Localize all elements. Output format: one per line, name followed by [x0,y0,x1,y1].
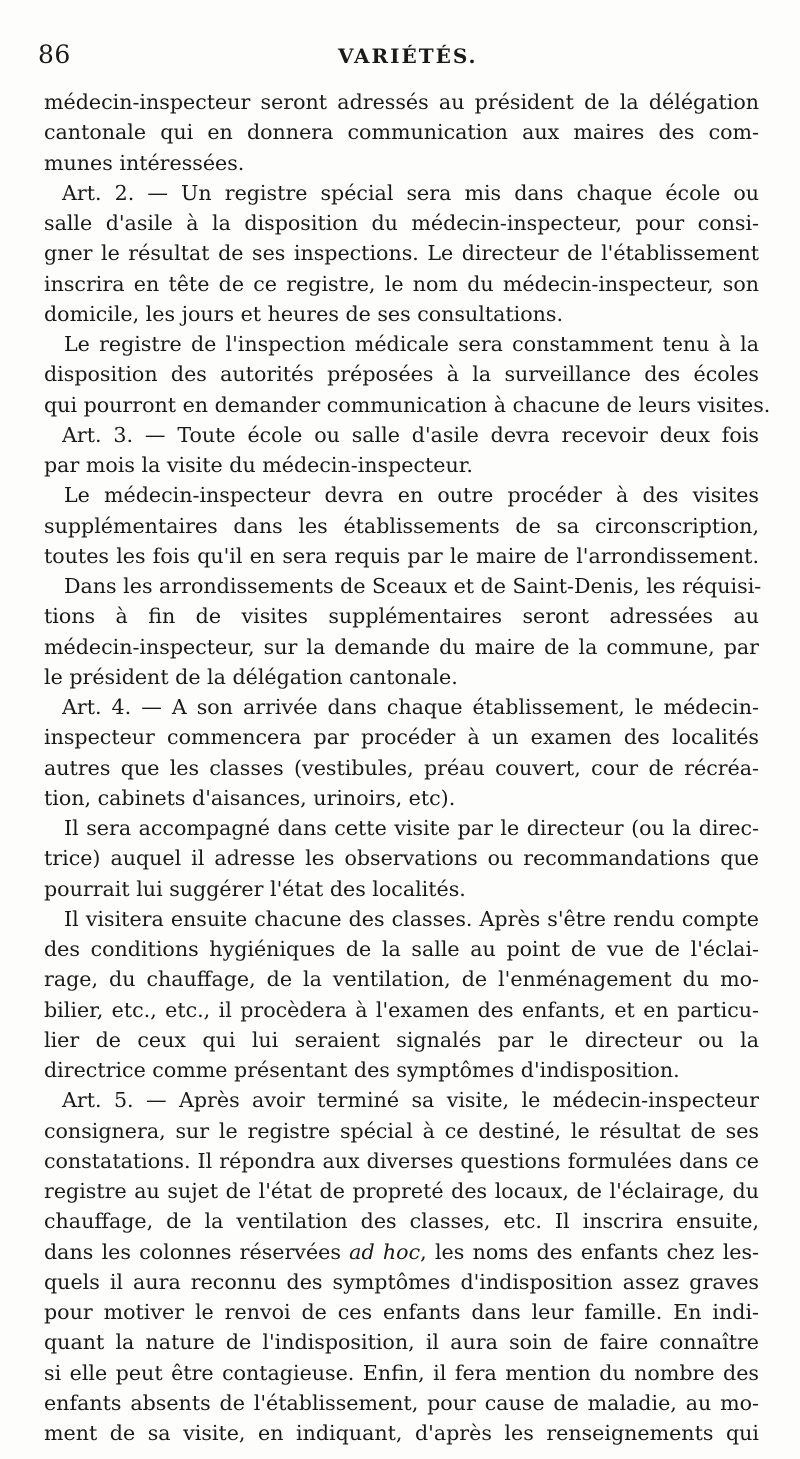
text-line: munes intéressées. [44,150,245,175]
text-line: Art. 4. — A son arrivée dans chaque établissement, le médecin- [62,695,759,719]
text-line: Le médecin-inspecteur devra en outre procéder à des visites [64,483,759,508]
text-line: lier de ceux qui lui seraient signalés par le directeur ou la [44,1027,759,1052]
italic-term: ad hoc [349,1239,421,1264]
text-line: Art. 5. — Après avoir terminé sa visite, le médecin-inspecteur [62,1088,759,1113]
text-line: trice) auquel il adresse les observations ou recommandations que [44,846,759,871]
text-line: dans les colonnes réservées ad hoc, les noms des enfants chez les- [44,1239,759,1264]
text-line: disposition des autorités préposées à la surveillance des écoles [44,362,759,387]
text-line: qui pourront en demander communication à chacune de leurs visites. [44,392,771,417]
text-line: Il visitera ensuite chacune des classes. Après s'être rendu compte [64,906,759,931]
text-line: quels il aura reconnu des symptômes d'indisposition assez graves [44,1269,759,1294]
text-line: pour motiver le renvoi de ces enfants dans leur famille. En indi- [44,1300,759,1324]
text-line: Art. 3. — Toute école ou salle d'asile devra recevoir deux fois [62,422,759,447]
text-line: Le registre de l'inspection médicale sera constamment tenu à la [64,332,759,356]
text-line: Il sera accompagné dans cette visite par le directeur (ou la direc- [64,816,759,840]
text-line: médecin-inspecteur, sur la demande du maire de la commune, par [44,634,759,659]
text-line: enfants absents de l'établissement, pour cause de maladie, au mo- [44,1390,759,1415]
text-line: inspecteur commencera par procéder à un examen des localités [44,725,759,750]
text-line: cantonale qui en donnera communication aux maires des com- [44,120,759,145]
text-line: salle d'asile à la disposition du médecin-inspecteur, pour consi- [44,211,759,235]
text-line: toutes les fois qu'il en sera requis par le maire de l'arrondissement. [44,543,759,568]
text-line: chauffage, de la ventilation des classes, etc. Il inscrira ensuite, [44,1209,759,1234]
text-line: autres que les classes (vestibules, préau couvert, cour de récréa- [44,755,759,780]
text-line: tions à fin de visites supplémentaires seront adressées au [44,604,759,629]
text-line: Dans les arrondissements de Sceaux et de Saint-Denis, les réquisi- [64,574,762,598]
page-number: 86 [38,40,71,69]
text-line: par mois la visite du médecin-inspecteur. [44,453,473,477]
running-title: VARIÉTÉS. [338,44,478,68]
text-line: si elle peut être contagieuse. Enfin, il fera mention du nombre des [44,1360,759,1385]
body-text [44,87,771,1448]
text-line: bilier, etc., etc., il procèdera à l'examen des enfants, et en particu- [44,997,759,1022]
text-line: supplémentaires dans les établissements de sa circonscription, [44,513,759,538]
text-line: Art. 2. — Un registre spécial sera mis dans chaque école ou [62,180,759,205]
text-line: ment de sa visite, en indiquant, d'après les renseignements qui [44,1421,759,1445]
text-line: gner le résultat de ses inspections. Le directeur de l'établissement [44,241,759,266]
text-line: directrice comme présentant des symptômes d'indisposition. [44,1058,680,1082]
text-line: le président de la délégation cantonale. [44,664,458,689]
text-line: médecin-inspecteur seront adressés au président de la délégation [44,90,759,114]
text-line: tion, cabinets d'aisances, urinoirs, etc). [44,785,456,810]
text-line: consignera, sur le registre spécial à ce destiné, le résultat de ses [44,1118,759,1143]
text-line: pourrait lui suggérer l'état des localités. [44,876,466,901]
text-line: registre au sujet de l'état de propreté des locaux, de l'éclairage, du [44,1179,759,1203]
text-line: des conditions hygiéniques de la salle au point de vue de l'éclai- [44,937,759,961]
text-line: quant la nature de l'indisposition, il aura soin de faire connaître [44,1330,759,1355]
text-line: domicile, les jours et heures de ses consultations. [44,301,564,326]
page-header [38,40,762,80]
text-line: constatations. Il répondra aux diverses questions formulées dans ce [44,1148,759,1173]
text-line: inscrira en tête de ce registre, le nom du médecin-inspecteur, son [44,271,759,296]
text-line: rage, du chauffage, de la ventilation, de l'enménagement du mo- [44,967,759,992]
